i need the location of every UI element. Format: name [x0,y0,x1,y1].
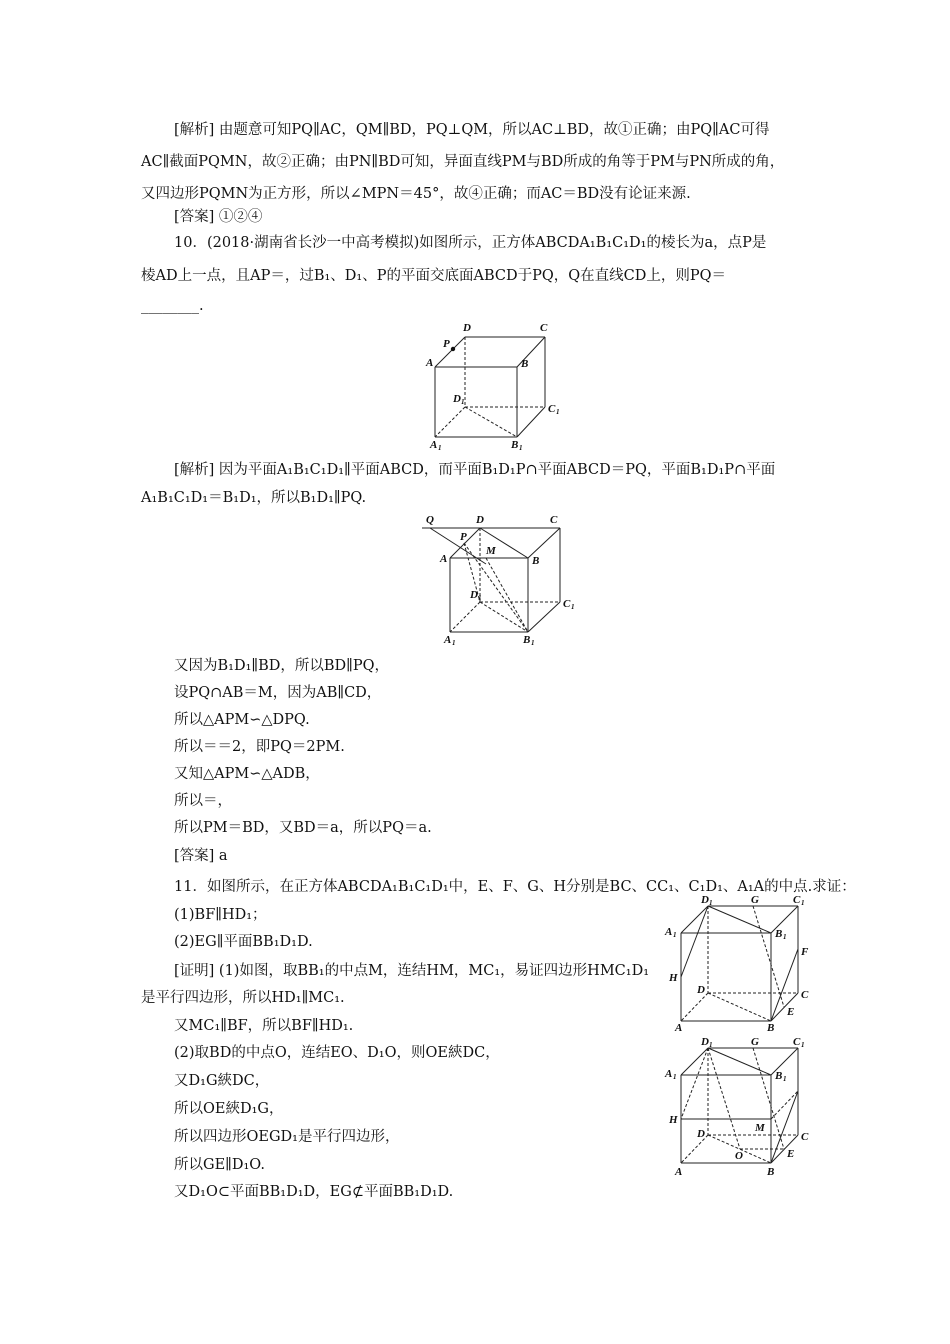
label-A: A [426,357,434,369]
text-line: 又MC₁∥BF，所以BF∥HD₁. [174,1018,354,1034]
label-Q: Q [426,514,434,526]
text-line: 设PQ∩AB＝M，因为AB∥CD， [174,685,382,701]
svg-text:1: 1 [673,1073,677,1081]
label-C1: C [563,598,571,610]
label-A1: A [444,634,452,646]
svg-text:1: 1 [452,639,456,647]
svg-text:1: 1 [709,1041,713,1049]
text-line: 又因为B₁D₁∥BD，所以BD∥PQ， [174,658,390,674]
svg-text:1: 1 [531,639,535,647]
cube-figure-1 [420,315,570,455]
label-A1: A [665,926,673,938]
label-A1: A [430,439,438,451]
label-D1: D [470,589,478,601]
text-line: [解析] 因为平面A₁B₁C₁D₁∥平面ABCD，而平面B₁D₁P∩平面ABCD＝PQ，平面B₁D₁P∩平面 [174,462,776,478]
text-line: [解析] 由题意可知PQ∥AC，QM∥BD，PQ⊥QM，所以AC⊥BD，故①正确；由PQ∥AC可得 [174,122,770,138]
label-C1: C [793,1036,801,1048]
text-line: AC∥截面PQMN，故②正确；由PN∥BD可知，异面直线PM与BD所成的角等于PM与PN所成的角， [141,154,785,170]
text-line: 所以GE∥D₁O. [174,1157,265,1173]
svg-text:1: 1 [673,931,677,939]
label-P: P [443,338,450,350]
text-line: 又知△APM∽△ADB， [174,766,320,782]
label-M: M [755,1122,765,1134]
label-B: B [532,555,540,567]
label-H: H [669,972,678,984]
svg-text:1: 1 [519,444,523,452]
label-D1: D [701,894,709,906]
label-O: O [735,1150,743,1162]
text-line: 所以OE綊D₁G， [174,1101,284,1117]
label-A: A [440,553,448,565]
svg-text:1: 1 [783,1075,787,1083]
label-A1: A [665,1068,673,1080]
label-D: D [476,514,484,526]
text-line: (2)取BD的中点O，连结EO、D₁O，则OE綊DC， [174,1045,500,1061]
label-A: A [675,1166,683,1178]
label-D: D [697,984,705,996]
svg-text:1: 1 [783,933,787,941]
text-line: 又D₁G綊DC， [174,1073,270,1089]
text-line: 所以PM＝BD，又BD＝a，所以PQ＝a. [174,820,432,836]
label-D: D [463,322,471,334]
label-P: P [460,531,467,543]
label-E: E [787,1006,795,1018]
label-G: G [751,894,759,906]
text-line: 所以四边形OEGD₁是平行四边形， [174,1129,400,1145]
label-D: D [697,1128,705,1140]
text-line: (1)BF∥HD₁； [174,907,267,923]
text-line: 所以＝＝2，即PQ＝2PM. [174,739,345,755]
text-line: ________. [141,298,204,314]
label-A: A [675,1022,683,1033]
label-C: C [540,322,548,334]
svg-text:1: 1 [438,444,442,452]
label-C: C [801,1131,809,1143]
label-C: C [801,989,809,1001]
svg-text:1: 1 [461,398,465,406]
label-M: M [486,545,496,557]
text-line: 是平行四边形，所以HD₁∥MC₁. [141,990,345,1006]
answer-line: [答案] ①②④ [174,209,263,225]
label-C: C [550,514,558,526]
label-H: H [669,1114,678,1126]
svg-text:1: 1 [709,899,713,907]
text-line: [证明] (1)如图，取BB₁的中点M，连结HM，MC₁，易证四边形HMC₁D₁ [174,963,650,979]
label-D1: D [701,1036,709,1048]
svg-text:1: 1 [478,594,482,602]
svg-text:1: 1 [571,603,575,611]
text-line: 又D₁O⊂平面BB₁D₁D，EG⊄平面BB₁D₁D. [174,1184,454,1200]
svg-text:1: 1 [556,408,560,416]
label-B: B [767,1022,775,1033]
svg-text:1: 1 [801,899,805,907]
label-B: B [521,358,529,370]
text-line: (2)EG∥平面BB₁D₁D. [174,934,313,950]
label-G: G [751,1036,759,1048]
label-F: F [801,946,809,958]
question-10-line: 10．(2018·湖南省长沙一中高考模拟)如图所示，正方体ABCDA₁B₁C₁D₁的棱长为a，点P是 [174,235,767,251]
question-11-line: 11．如图所示，在正方体ABCDA₁B₁C₁D₁中，E、F、G、H分别是BC、CC₁、C₁D₁、A₁A的中点.求证： [174,879,856,895]
label-D1: D [453,393,461,405]
label-B1: B [775,928,783,940]
label-E: E [787,1148,795,1160]
label-B1: B [523,634,531,646]
cube-figure-2 [420,510,580,650]
label-C1: C [793,894,801,906]
label-C1: C [548,403,556,415]
text-line: 所以＝， [174,793,232,809]
svg-text:1: 1 [801,1041,805,1049]
text-line: 所以△APM∽△DPQ. [174,712,310,728]
cube-figure-3 [663,893,813,1033]
text-line: 棱AD上一点，且AP＝，过B₁、D₁、P的平面交底面ABCD于PQ，Q在直线CD上，则PQ＝ [141,268,726,284]
label-B: B [767,1166,775,1178]
text-line: 又四边形PQMN为正方形，所以∠MPN＝45°，故④正确；而AC＝BD没有论证来源. [141,186,691,202]
answer-line: [答案] a [174,848,228,864]
label-B1: B [775,1070,783,1082]
cube-figure-4 [663,1035,813,1180]
label-B1: B [511,439,519,451]
text-line: A₁B₁C₁D₁＝B₁D₁，所以B₁D₁∥PQ. [141,490,367,506]
